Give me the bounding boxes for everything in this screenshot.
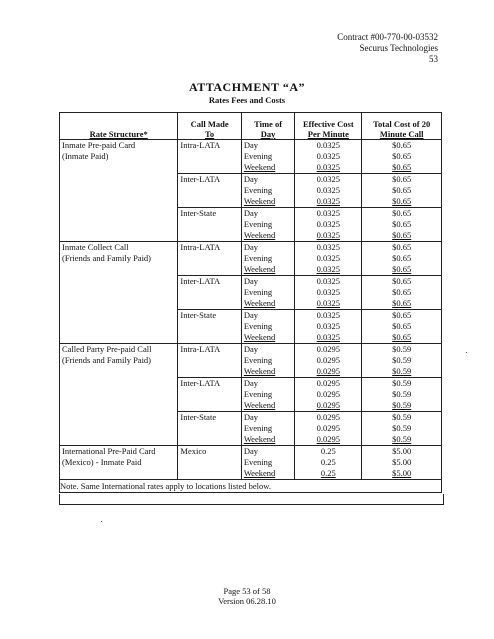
time-of-day-cell-value: Weekend — [243, 230, 276, 240]
rate-structure-cell — [60, 344, 178, 446]
total-cost-cell — [362, 140, 442, 174]
time-of-day-cell-value: Weekend — [243, 196, 276, 206]
time-of-day-cell-value: Evening — [243, 457, 273, 467]
effective-cost-cell — [295, 242, 362, 276]
rate-structure-cell — [60, 140, 178, 242]
total-cost-cell-value: $0.59 — [392, 366, 412, 376]
time-of-day-cell — [241, 412, 294, 446]
total-cost-cell-value: $0.65 — [392, 151, 412, 161]
rates-table — [59, 112, 442, 493]
effective-cost-cell-value: 0.0295 — [316, 366, 341, 376]
time-of-day-cell — [241, 446, 294, 480]
version-label: Version 06.28.10 — [218, 596, 276, 606]
effective-cost-cell — [295, 310, 362, 344]
rate-structure-line: Inmate Pre-paid Card — [62, 140, 136, 150]
table-bottom-frame — [59, 494, 444, 505]
time-of-day-cell — [241, 310, 294, 344]
effective-cost-cell-value: 0.0295 — [316, 389, 341, 399]
total-cost-cell — [362, 310, 442, 344]
table-row — [60, 140, 442, 174]
time-of-day-cell-value: Day — [243, 242, 258, 252]
call-destination-cell — [178, 140, 241, 174]
call-destination-cell-value: Inter-LATA — [180, 276, 221, 286]
total-cost-cell — [362, 242, 442, 276]
call-destination-cell-value: Intra-LATA — [180, 242, 221, 252]
effective-cost-cell — [295, 140, 362, 174]
effective-cost-cell-value: 0.0295 — [316, 378, 341, 388]
total-cost-cell-value: $0.59 — [392, 423, 412, 433]
total-cost-cell — [362, 378, 442, 412]
rate-structure-cell — [60, 446, 178, 480]
time-of-day-cell — [241, 208, 294, 242]
total-cost-cell-value: $0.65 — [392, 264, 412, 274]
call-destination-cell — [178, 412, 241, 446]
time-of-day-cell-value: Evening — [243, 287, 273, 297]
time-of-day-cell-value: Weekend — [243, 332, 276, 342]
rate-structure-line: (Mexico) - Inmate Paid — [62, 457, 142, 467]
effective-cost-cell-value: 0.0295 — [316, 355, 341, 365]
time-of-day-cell-value: Evening — [243, 151, 273, 161]
total-cost-cell-value: $0.59 — [392, 400, 412, 410]
header-page-ref: 53 — [429, 54, 438, 64]
time-of-day-cell-value: Day — [243, 446, 258, 456]
effective-cost-cell — [295, 344, 362, 378]
total-cost-cell-value: $0.65 — [392, 230, 412, 240]
time-of-day-cell-value: Day — [243, 412, 258, 422]
time-of-day-cell-value: Day — [243, 276, 258, 286]
table-note: Note. Same International rates apply to locations listed below. — [60, 480, 442, 493]
time-of-day-cell-value: Day — [243, 310, 258, 320]
total-cost-cell-value: $0.65 — [392, 162, 412, 172]
effective-cost-cell-value: 0.0325 — [316, 140, 341, 150]
effective-cost-cell-value: 0.0325 — [316, 276, 341, 286]
total-cost-cell-value: $0.65 — [392, 287, 412, 297]
call-destination-cell-value: Inter-LATA — [180, 378, 221, 388]
time-of-day-cell — [241, 242, 294, 276]
total-cost-cell-value: $0.65 — [392, 276, 412, 286]
time-of-day-cell-value: Evening — [243, 185, 273, 195]
call-destination-cell — [178, 276, 241, 310]
effective-cost-cell-value: 0.25 — [320, 446, 336, 456]
call-destination-cell-value: Inter-State — [180, 310, 217, 320]
note-row — [60, 480, 442, 493]
call-destination-cell-value: Mexico — [180, 446, 207, 456]
time-of-day-cell-value: Weekend — [243, 366, 276, 376]
total-cost-cell — [362, 208, 442, 242]
effective-cost-cell-value: 0.25 — [320, 468, 336, 478]
time-of-day-cell-value: Day — [243, 174, 258, 184]
table-header-row — [60, 113, 442, 140]
total-cost-cell-value: $0.65 — [392, 332, 412, 342]
total-cost-cell-value: $5.00 — [392, 446, 412, 456]
time-of-day-cell-value: Evening — [243, 219, 273, 229]
page-footer — [0, 586, 494, 606]
call-destination-cell — [178, 446, 241, 480]
total-cost-cell-value: $0.59 — [392, 389, 412, 399]
company-name: Securus Technologies — [359, 43, 438, 53]
rate-structure-line: Called Party Pre-paid Call — [62, 344, 152, 354]
total-cost-cell-value: $0.65 — [392, 185, 412, 195]
effective-cost-cell — [295, 378, 362, 412]
total-cost-cell-value: $0.65 — [392, 310, 412, 320]
total-cost-cell — [362, 276, 442, 310]
total-cost-cell-value: $0.65 — [392, 298, 412, 308]
time-of-day-cell-value: Weekend — [243, 298, 276, 308]
document-header — [337, 32, 438, 65]
call-destination-cell-value: Intra-LATA — [180, 140, 221, 150]
effective-cost-cell-value: 0.0325 — [316, 264, 341, 274]
time-of-day-cell-value: Weekend — [243, 400, 276, 410]
effective-cost-cell-value: 0.0325 — [316, 208, 341, 218]
total-cost-cell-value: $0.65 — [392, 174, 412, 184]
effective-cost-cell-value: 0.0295 — [316, 400, 341, 410]
call-destination-cell — [178, 174, 241, 208]
call-destination-cell-value: Inter-LATA — [180, 174, 221, 184]
total-cost-cell — [362, 446, 442, 480]
effective-cost-cell-value: 0.0325 — [316, 310, 341, 320]
effective-cost-cell-value: 0.0295 — [316, 412, 341, 422]
total-cost-cell — [362, 344, 442, 378]
header-call-made-to: Call Made To — [178, 113, 241, 140]
rate-structure-line: Inmate Collect Call — [62, 242, 129, 252]
time-of-day-cell-value: Evening — [243, 253, 273, 263]
effective-cost-cell-value: 0.0325 — [316, 287, 341, 297]
rate-structure-line: (Friends and Family Paid) — [62, 355, 152, 365]
effective-cost-cell — [295, 174, 362, 208]
header-total-cost: Total Cost of 20 Minute Call — [362, 113, 442, 140]
time-of-day-cell-value: Weekend — [243, 468, 276, 478]
total-cost-cell-value: $0.65 — [392, 140, 412, 150]
time-of-day-cell-value: Weekend — [243, 434, 276, 444]
header-rate-structure: Rate Structure* — [60, 113, 178, 140]
call-destination-cell-value: Inter-State — [180, 412, 217, 422]
effective-cost-cell — [295, 208, 362, 242]
header-time-of-day: Time of Day — [241, 113, 294, 140]
time-of-day-cell — [241, 140, 294, 174]
effective-cost-cell-value: 0.25 — [320, 457, 336, 467]
call-destination-cell — [178, 344, 241, 378]
total-cost-cell-value: $0.65 — [392, 196, 412, 206]
page-number: Page 53 of 58 — [223, 586, 271, 596]
effective-cost-cell-value: 0.0325 — [316, 174, 341, 184]
total-cost-cell-value: $0.65 — [392, 253, 412, 263]
time-of-day-cell-value: Day — [243, 344, 258, 354]
effective-cost-cell-value: 0.0295 — [316, 344, 341, 354]
total-cost-cell-value: $0.59 — [392, 378, 412, 388]
effective-cost-cell-value: 0.0325 — [316, 242, 341, 252]
time-of-day-cell — [241, 378, 294, 412]
call-destination-cell — [178, 310, 241, 344]
total-cost-cell-value: $0.65 — [392, 208, 412, 218]
effective-cost-cell-value: 0.0325 — [316, 253, 341, 263]
total-cost-cell-value: $0.65 — [392, 321, 412, 331]
total-cost-cell — [362, 412, 442, 446]
table-row — [60, 242, 442, 276]
contract-number: Contract #00-770-00-03532 — [337, 32, 438, 42]
rate-structure-cell — [60, 242, 178, 344]
time-of-day-cell-value: Day — [243, 140, 258, 150]
effective-cost-cell-value: 0.0325 — [316, 185, 341, 195]
effective-cost-cell-value: 0.0325 — [316, 219, 341, 229]
effective-cost-cell-value: 0.0325 — [316, 196, 341, 206]
rates-table-body — [60, 140, 442, 480]
effective-cost-cell-value: 0.0295 — [316, 423, 341, 433]
effective-cost-cell-value: 0.0325 — [316, 151, 341, 161]
effective-cost-cell-value: 0.0325 — [316, 321, 341, 331]
call-destination-cell — [178, 378, 241, 412]
scan-speck — [101, 521, 102, 522]
effective-cost-cell-value: 0.0325 — [316, 230, 341, 240]
time-of-day-cell-value: Weekend — [243, 162, 276, 172]
call-destination-cell — [178, 208, 241, 242]
effective-cost-cell-value: 0.0325 — [316, 298, 341, 308]
total-cost-cell-value: $0.59 — [392, 344, 412, 354]
table-row — [60, 446, 442, 480]
call-destination-cell-value: Inter-State — [180, 208, 217, 218]
effective-cost-cell-value: 0.0325 — [316, 162, 341, 172]
header-effective-cost: Effective Cost Per Minute — [295, 113, 362, 140]
time-of-day-cell — [241, 344, 294, 378]
total-cost-cell-value: $5.00 — [392, 468, 412, 478]
rate-structure-line: (Inmate Paid) — [62, 151, 109, 161]
effective-cost-cell — [295, 276, 362, 310]
rate-structure-line: International Pre-Paid Card — [62, 446, 156, 456]
time-of-day-cell-value: Day — [243, 208, 258, 218]
rate-structure-line: (Friends and Family Paid) — [62, 253, 152, 263]
call-destination-cell-value: Intra-LATA — [180, 344, 221, 354]
total-cost-cell-value: $0.65 — [392, 219, 412, 229]
page-subtitle: Rates Fees and Costs — [208, 95, 286, 105]
effective-cost-cell — [295, 412, 362, 446]
time-of-day-cell-value: Day — [243, 378, 258, 388]
time-of-day-cell-value: Evening — [243, 321, 273, 331]
time-of-day-cell-value: Evening — [243, 389, 273, 399]
page-title: ATTACHMENT “A” — [188, 80, 305, 94]
total-cost-cell-value: $0.59 — [392, 412, 412, 422]
effective-cost-cell-value: 0.0325 — [316, 332, 341, 342]
time-of-day-cell — [241, 174, 294, 208]
table-row — [60, 344, 442, 378]
time-of-day-cell — [241, 276, 294, 310]
time-of-day-cell-value: Evening — [243, 423, 273, 433]
effective-cost-cell — [295, 446, 362, 480]
total-cost-cell-value: $0.65 — [392, 242, 412, 252]
time-of-day-cell-value: Evening — [243, 355, 273, 365]
total-cost-cell-value: $0.59 — [392, 434, 412, 444]
time-of-day-cell-value: Weekend — [243, 264, 276, 274]
scan-speck — [466, 352, 467, 353]
total-cost-cell-value: $0.59 — [392, 355, 412, 365]
effective-cost-cell-value: 0.0295 — [316, 434, 341, 444]
call-destination-cell — [178, 242, 241, 276]
total-cost-cell — [362, 174, 442, 208]
total-cost-cell-value: $5.00 — [392, 457, 412, 467]
